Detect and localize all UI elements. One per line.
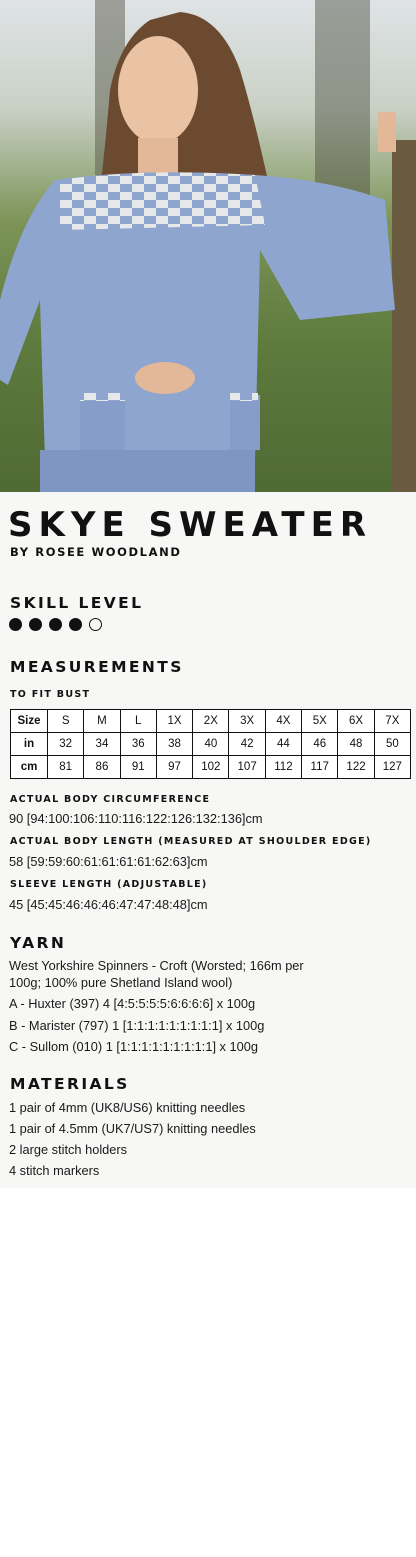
table-cell: 2X <box>193 710 229 733</box>
table-cell: 97 <box>156 756 192 779</box>
table-cell: 34 <box>84 733 120 756</box>
table-row <box>11 710 411 733</box>
pattern-title: SKYE SWEATER <box>8 505 373 545</box>
materials-item: 1 pair of 4mm (UK8/US6) knitting needles <box>9 1100 246 1115</box>
table-cell: L <box>120 710 156 733</box>
table-cell: 32 <box>48 733 84 756</box>
table-cell: 46 <box>302 733 338 756</box>
materials-heading: MATERIALS <box>10 1075 130 1093</box>
actual-length-label: ACTUAL BODY LENGTH (MEASURED AT SHOULDER EDGE) <box>10 836 372 847</box>
yarn-color-b: B - Marister (797) 1 [1:1:1:1:1:1:1:1:1] x 100g <box>9 1018 265 1033</box>
table-cell: 44 <box>265 733 301 756</box>
table-cell: S <box>48 710 84 733</box>
table-cell: 38 <box>156 733 192 756</box>
table-cell: 112 <box>265 756 301 779</box>
sleeve-length-label: SLEEVE LENGTH (ADJUSTABLE) <box>10 879 208 890</box>
table-cell: 127 <box>374 756 410 779</box>
table-cell: 107 <box>229 756 265 779</box>
table-cell: 40 <box>193 733 229 756</box>
skill-level-heading: SKILL LEVEL <box>10 594 144 612</box>
table-cell: 42 <box>229 733 265 756</box>
table-cell: 5X <box>302 710 338 733</box>
table-cell: 102 <box>193 756 229 779</box>
table-cell: 7X <box>374 710 410 733</box>
table-cell: 117 <box>302 756 338 779</box>
skill-dot-1 <box>9 618 22 631</box>
yarn-description-line-1: West Yorkshire Spinners - Croft (Worsted; 166m per <box>9 958 304 973</box>
materials-item: 2 large stitch holders <box>9 1142 128 1157</box>
designer-byline: BY ROSEE WOODLAND <box>10 545 182 559</box>
table-cell: 48 <box>338 733 374 756</box>
table-cell: in <box>11 733 48 756</box>
table-cell: 36 <box>120 733 156 756</box>
table-cell: Size <box>11 710 48 733</box>
table-cell: 81 <box>48 756 84 779</box>
skill-level-rating <box>9 618 102 631</box>
materials-item: 1 pair of 4.5mm (UK7/US7) knitting needles <box>9 1121 256 1136</box>
actual-length-value: 58 [59:59:60:61:61:61:61:62:63]cm <box>9 854 208 869</box>
skill-dot-5 <box>89 618 102 631</box>
table-cell: 86 <box>84 756 120 779</box>
model-sweater-illustration <box>0 0 416 492</box>
skill-dot-3 <box>49 618 62 631</box>
actual-circumference-value: 90 [94:100:106:110:116:122:126:132:136]cm <box>9 811 263 826</box>
yarn-description-line-2: 100g; 100% pure Shetland Island wool) <box>9 975 233 990</box>
table-cell: 1X <box>156 710 192 733</box>
table-cell: 3X <box>229 710 265 733</box>
hero-photo <box>0 0 416 492</box>
table-cell: 91 <box>120 756 156 779</box>
yarn-heading: YARN <box>10 934 67 952</box>
size-table <box>10 709 411 779</box>
yarn-color-c: C - Sullom (010) 1 [1:1:1:1:1:1:1:1:1] x 100g <box>9 1039 258 1054</box>
table-row <box>11 733 411 756</box>
table-cell: 4X <box>265 710 301 733</box>
sleeve-length-value: 45 [45:45:46:46:46:47:47:48:48]cm <box>9 897 208 912</box>
table-cell: M <box>84 710 120 733</box>
table-cell: cm <box>11 756 48 779</box>
materials-item: 4 stitch markers <box>9 1163 100 1178</box>
skill-dot-4 <box>69 618 82 631</box>
skill-dot-2 <box>29 618 42 631</box>
fit-bust-label: TO FIT BUST <box>10 689 91 700</box>
table-cell: 6X <box>338 710 374 733</box>
yarn-color-a: A - Huxter (397) 4 [4:5:5:5:5:6:6:6:6] x 100g <box>9 996 256 1011</box>
table-cell: 122 <box>338 756 374 779</box>
actual-circumference-label: ACTUAL BODY CIRCUMFERENCE <box>10 794 211 805</box>
table-row <box>11 756 411 779</box>
table-cell: 50 <box>374 733 410 756</box>
measurements-heading: MEASUREMENTS <box>10 658 184 676</box>
